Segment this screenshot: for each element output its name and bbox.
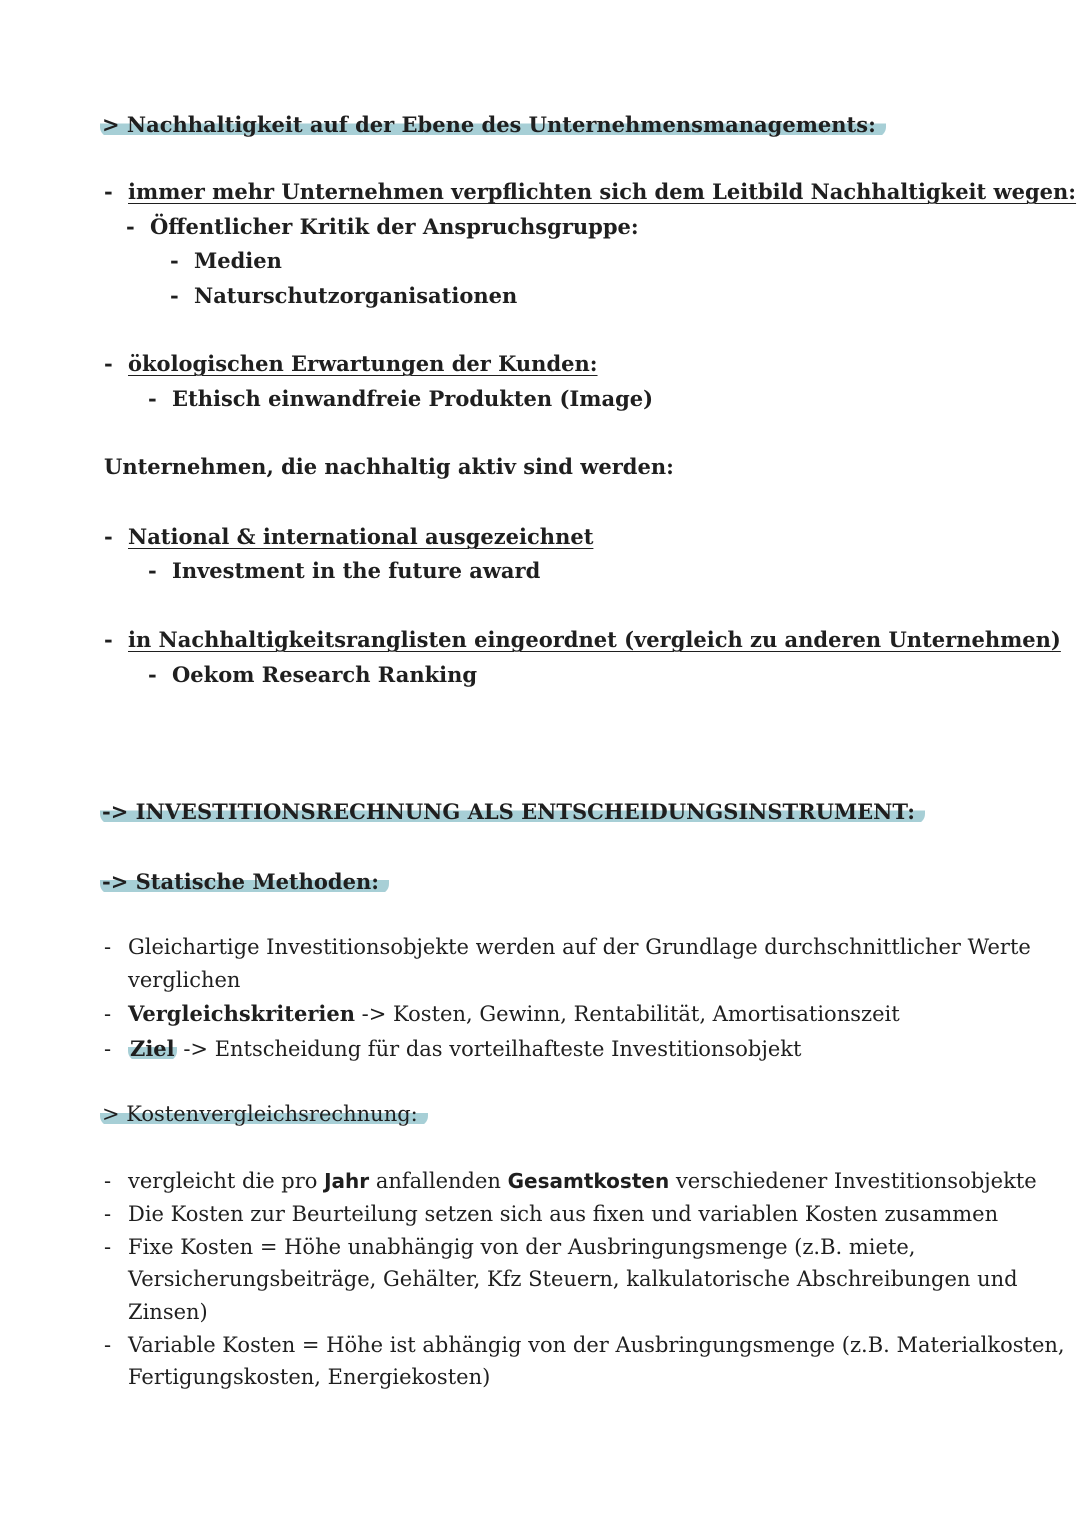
list-item: - Vergleichskriterien -> Kosten, Gewinn, Rentabilität, Amortisationszeit [104, 999, 900, 1029]
bullet-dash: - [104, 1202, 112, 1226]
list-item: - Fixe Kosten = Höhe unabhängig von der Ausbringungsmenge (z.B. miete, [104, 1232, 915, 1262]
list-item: - Ethisch einwandfreie Produkten (Image) [148, 384, 653, 414]
list-item: - Naturschutzorganisationen [170, 281, 517, 311]
bullet-dash: - [104, 1002, 112, 1026]
list-item: - Oekom Research Ranking [148, 660, 477, 690]
bullet-dash: - [104, 1333, 112, 1357]
list-item: - Medien [170, 246, 282, 276]
heading-kostenvergleichsrechnung: > Kostenvergleichsrechnung: [100, 1099, 428, 1129]
bullet-dash: - [104, 524, 113, 549]
bullet-dash: - [104, 1235, 112, 1259]
list-item-continuation: verglichen [128, 968, 241, 992]
bullet-dash: - [104, 351, 113, 376]
list-item: - Die Kosten zur Beurteilung setzen sich aus fixen und variablen Kosten zusammen [104, 1199, 998, 1229]
bullet-dash: - [104, 627, 113, 652]
bullet-dash: - [104, 179, 113, 204]
bullet-dash: - [126, 214, 135, 239]
list-item: - immer mehr Unternehmen verpflichten sich dem Leitbild Nachhaltigkeit wegen: [104, 177, 1076, 207]
list-item: - vergleicht die pro Jahr anfallenden Gesamtkosten verschiedener Investitionsobjekte [104, 1166, 1037, 1196]
bullet-dash: - [104, 1037, 112, 1061]
heading-statische-methoden: -> Statische Methoden: [100, 867, 389, 897]
paragraph-unternehmen: Unternehmen, die nachhaltig aktiv sind werden: [104, 454, 674, 479]
list-item: - Investment in the future award [148, 556, 540, 586]
bullet-dash: - [148, 662, 157, 687]
list-item-continuation: Zinsen) [128, 1300, 208, 1324]
bullet-dash: - [148, 558, 157, 583]
list-item: - Gleichartige Investitionsobjekte werden auf der Grundlage durchschnittlicher Werte [104, 932, 1031, 962]
heading-investitionsrechnung: -> INVESTITIONSRECHNUNG ALS ENTSCHEIDUNGSINSTRUMENT: [100, 797, 925, 827]
bullet-dash: - [170, 248, 179, 273]
list-item-continuation: Versicherungsbeiträge, Gehälter, Kfz Steuern, kalkulatorische Abschreibungen und [128, 1267, 1018, 1291]
bullet-dash: - [170, 283, 179, 308]
bullet-dash: - [104, 1169, 112, 1193]
list-item: - Variable Kosten = Höhe ist abhängig von der Ausbringungsmenge (z.B. Materialkosten, [104, 1330, 1065, 1360]
heading-nachhaltigkeit: > Nachhaltigkeit auf der Ebene des Unternehmensmanagements: [100, 110, 886, 140]
list-item: - ökologischen Erwartungen der Kunden: [104, 349, 598, 379]
list-item-continuation: Fertigungskosten, Energiekosten) [128, 1365, 491, 1389]
bullet-dash: - [148, 386, 157, 411]
list-item: - Ziel -> Entscheidung für das vorteilhafteste Investitionsobjekt [104, 1034, 801, 1064]
bullet-dash: - [104, 935, 112, 959]
list-item: - National & international ausgezeichnet [104, 522, 593, 552]
list-item: - Öffentlicher Kritik der Anspruchsgruppe: [126, 212, 639, 242]
list-item: - in Nachhaltigkeitsranglisten eingeordnet (vergleich zu anderen Unternehmen) [104, 625, 1061, 655]
